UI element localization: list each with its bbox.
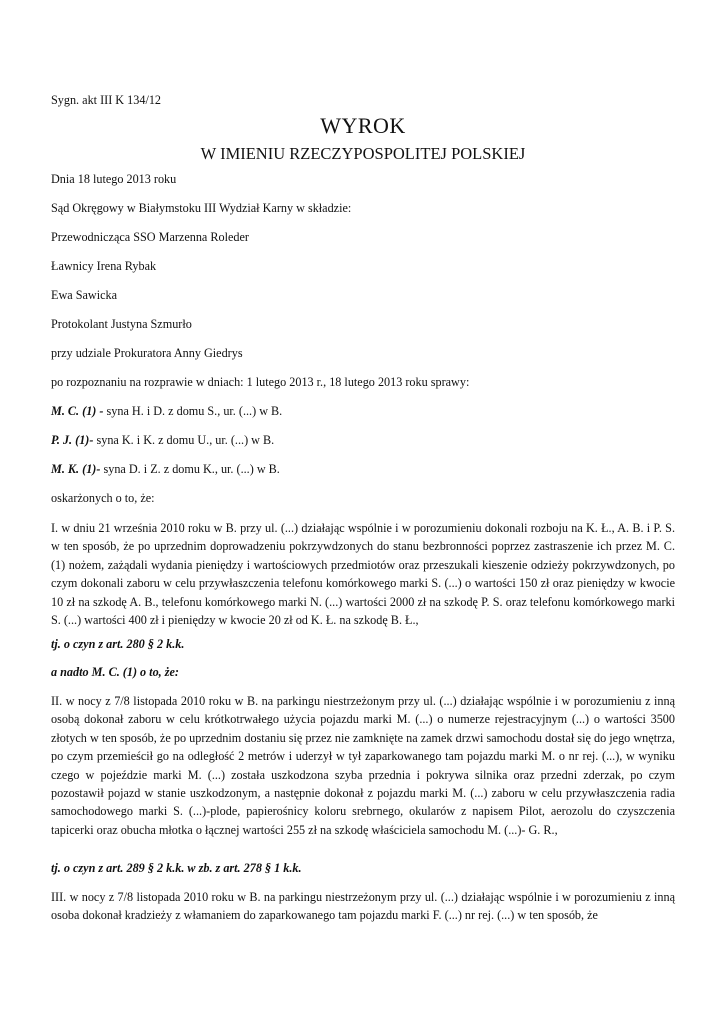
charge-1-qualification: tj. o czyn z art. 280 § 2 k.k. — [51, 637, 185, 651]
defendant-1-details: syna H. i D. z domu S., ur. (...) w B. — [103, 404, 283, 418]
charge-2-paragraph — [51, 692, 675, 839]
defendant-2-details: syna K. i K. z domu U., ur. (...) w B. — [93, 433, 275, 447]
charge-2-text: II. w nocy z 7/8 listopada 2010 roku w B. na parkingu niestrzeżonym przy ul. (...) działając wspólnie i w porozumieniu z inną osobą dokonał zaboru w celu krótkotrwałego użycia pojazdu marki M. (...) o numerze rejestracyjnym (...) o wartości 3500 złotych w ten sposób, że po uprzednim dostaniu się przez nie zamknięte na zamek drzwi samochodu dostał się do jego wnętrza, po czym przemieścił go na odległość 2 metrów i uderzył w tył zaparkowanego tam pojazdu marki M. o nr rej. (...), w wyniku czego w pojeździe marki M. (...) została uszkodzona szyba przednia i pokrywa silnika oraz przedni zderzak, po czym pozostawił pojazd w stanie uszkodzonym, a następnie dokonał z pojazdu marki M. (...) zaboru w celu przywłaszczenia radia samochodowego marki S. (...)-plode, papierośnicy koloru srebrnego, okularów z napisem Pilot, aerozolu do czyszczenia tapicerki oraz obucha młotka o łącznej wartości 255 zł na szkodę właściciela samochodu M. (...)- G. R., — [51, 694, 675, 837]
charge-2-qualification: tj. o czyn z art. 289 § 2 k.k. w zb. z art. 278 § 1 k.k. — [51, 861, 302, 875]
document-title: WYROK — [320, 113, 406, 138]
defendant-3 — [51, 461, 280, 477]
defendant-2-name: P. J. (1)- — [51, 433, 94, 447]
charge-1-text: I. w dniu 21 września 2010 roku w B. przy ul. (...) działając wspólnie i w porozumieniu dokonali rozboju na K. Ł., A. B. i P. S. w ten sposób, że po uprzednim doprowadzeniu pokrzywdzonych do stanu bezbronności poprzez zastraszenie ich przez M. C. (1) nożem, zażądali wydania pieniędzy i wartościowych przedmiotów oraz przeszukali kieszenie odzieży pokrzywdzonych, po czym dokonali zaboru w celu przywłaszczenia telefonu komórkowego marki S. (...) o wartości 150 zł oraz pieniędzy w kwocie 10 zł na szkodę A. B., telefonu komórkowego marki N. (...) wartości 2000 zł na szkodę P. S. oraz telefonu komórkowego marki S. (...) wartości 400 zł i pieniędzy w kwocie 20 zł od K. Ł. na szkodę B. Ł., — [51, 521, 675, 628]
defendant-2 — [51, 432, 274, 448]
charge-3-paragraph — [51, 888, 675, 925]
court-clerk: Protokolant Justyna Szmurło — [51, 317, 192, 331]
lay-judge-2: Ewa Sawicka — [51, 288, 117, 302]
defendant-3-name: M. K. (1)- — [51, 462, 101, 476]
accused-intro: oskarżonych o to, że: — [51, 491, 155, 505]
case-signature: Sygn. akt III K 134/12 — [51, 93, 162, 107]
lay-judge-1: Ławnicy Irena Rybak — [51, 259, 157, 273]
hearing-dates: po rozpoznaniu na rozprawie w dniach: 1 lutego 2013 r., 18 lutego 2013 roku sprawy: — [51, 375, 470, 389]
defendant-1 — [51, 403, 282, 419]
defendant-3-details: syna D. i Z. z domu K., ur. (...) w B. — [100, 462, 280, 476]
court-composition: Sąd Okręgowy w Białymstoku III Wydział Karny w składzie: — [51, 201, 352, 215]
defendant-1-name: M. C. (1) - — [51, 404, 104, 418]
document-subtitle: W IMIENIU RZECZYPOSPOLITEJ POLSKIEJ — [200, 144, 526, 163]
charge-3-text: III. w nocy z 7/8 listopada 2010 roku w B. na parkingu niestrzeżonym przy ul. (...) działając wspólnie i w porozumieniu z inną osoba dokonał kradzieży z włamaniem do zaparkowanego tam pojazdu marki F. (...) nr rej. (...) w ten sposób, że — [51, 890, 675, 923]
charge-1-paragraph — [51, 519, 675, 629]
presiding-judge: Przewodnicząca SSO Marzenna Roleder — [51, 230, 249, 244]
verdict-date: Dnia 18 lutego 2013 roku — [51, 172, 177, 186]
prosecutor: przy udziale Prokuratora Anny Giedrys — [51, 346, 243, 360]
additional-charges-heading: a nadto M. C. (1) o to, że: — [51, 665, 179, 679]
